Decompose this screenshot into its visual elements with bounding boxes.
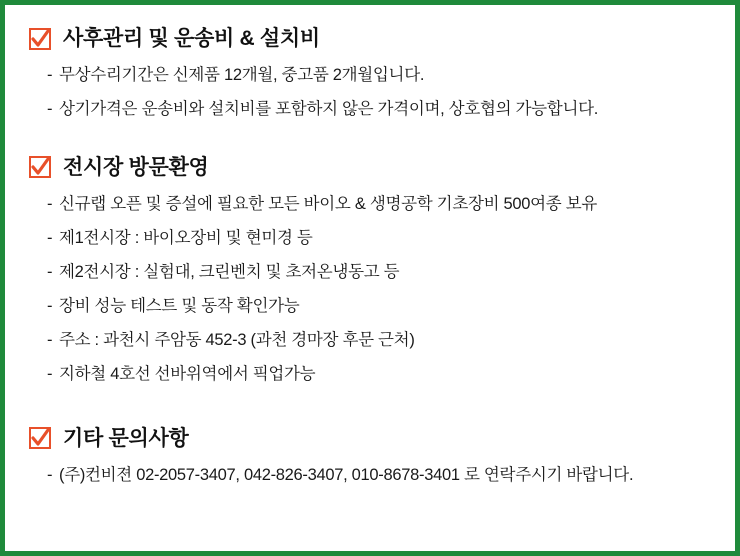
section-item-list: [29, 64, 711, 122]
dash-marker: -: [47, 195, 53, 214]
list-item-text: 무상수리기간은 신제품 12개월, 중고품 2개월입니다.: [59, 66, 425, 85]
dash-marker: -: [47, 100, 53, 119]
list-item-text: 상기가격은 운송비와 설치비를 포함하지 않은 가격이며, 상호협의 가능합니다.: [59, 100, 599, 119]
list-item: [47, 227, 711, 251]
dash-marker: -: [47, 262, 53, 281]
list-item-text: 신규랩 오픈 및 증설에 필요한 모든 바이오 & 생명공학 기초장비 500여종 보유: [59, 195, 597, 214]
list-item: [47, 261, 711, 285]
dash-marker: -: [47, 330, 53, 349]
section-header: [29, 156, 711, 179]
section-item-list: [29, 464, 711, 488]
list-item-text: 지하철 4호선 선바위역에서 픽업가능: [59, 364, 316, 383]
list-item-text: (주)컨비젼 02-2057-3407, 042-826-3407, 010-8678-3401 로 연락주시기 바랍니다.: [59, 465, 634, 484]
section-title: 기타 문의사항: [63, 426, 189, 450]
section-title: 전시장 방문환영: [63, 155, 209, 179]
section-title: 사후관리 및 운송비 & 설치비: [63, 27, 320, 50]
dash-marker: -: [47, 66, 53, 85]
dash-marker: -: [47, 296, 53, 315]
list-item: [47, 464, 711, 488]
dash-marker: -: [47, 465, 53, 484]
list-item: [47, 329, 711, 353]
list-item: [47, 98, 711, 122]
checkmark-box-icon: [29, 427, 51, 449]
list-item-text: 장비 성능 테스트 및 동작 확인가능: [59, 296, 300, 315]
dash-marker: -: [47, 228, 53, 247]
list-item: [47, 64, 711, 88]
checkmark-box-icon: [29, 156, 51, 178]
section-item-list: [29, 193, 711, 387]
list-item-text: 제2전시장 : 실험대, 크린벤치 및 초저온냉동고 등: [59, 262, 400, 281]
list-item: [47, 295, 711, 319]
section-inquiry: [29, 427, 711, 488]
list-item: [47, 363, 711, 387]
checkmark-box-icon: [29, 28, 51, 50]
section-showroom: [29, 156, 711, 387]
dash-marker: -: [47, 364, 53, 383]
section-after-sales: [29, 27, 711, 122]
list-item-text: 제1전시장 : 바이오장비 및 현미경 등: [59, 228, 313, 247]
section-header: [29, 27, 711, 50]
list-item-text: 주소 : 과천시 주암동 452-3 (과천 경마장 후문 근처): [59, 330, 415, 349]
section-header: [29, 427, 711, 450]
list-item: [47, 193, 711, 217]
